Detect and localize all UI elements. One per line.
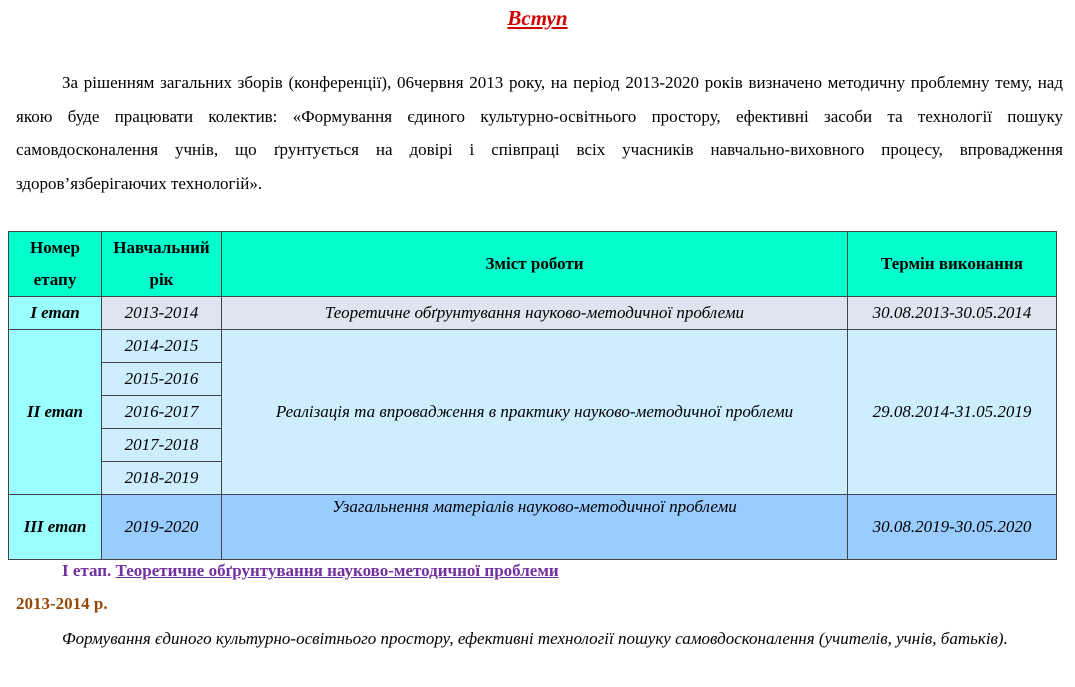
stage1-content: Теоретичне обґрунтування науково-методичної проблеми <box>222 297 848 330</box>
stage1-year: 2013-2014 <box>102 297 222 330</box>
stage1-heading-label: I етап. <box>62 561 112 580</box>
stage1-description: Формування єдиного культурно-освітнього простору, ефективні технології пошуку самовдосконалення (учителів, учнів, батьків). <box>62 629 1008 648</box>
stage1-heading <box>62 561 559 581</box>
table-row <box>9 495 1057 560</box>
stage3-term: 30.08.2019-30.05.2020 <box>848 495 1057 560</box>
stage1-name: I етап <box>9 297 102 330</box>
intro-paragraph: За рішенням загальних зборів (конференції), 06червня 2013 року, на період 2013-2020 років визначено методичну проблемну тему, над якою буде працювати колектив: «Формування єдиного культурно-освітнього простору, ефективні засоби та технології пошуку самовдосконалення учнів, що ґрунтується на довірі і співпраці всіх учасників навчально-виховного процесу, впровадження здоров’язберігаючих технологій». <box>16 73 1063 193</box>
stage1-heading-link[interactable]: Теоретичне обґрунтування науково-методичної проблеми <box>115 561 559 580</box>
stage3-content: Узагальнення матеріалів науково-методичної проблеми <box>222 495 848 560</box>
stage2-year-1: 2014-2015 <box>102 330 222 363</box>
table-row <box>9 297 1057 330</box>
header-work-content: Зміст роботи <box>222 232 848 297</box>
stage2-year-5: 2018-2019 <box>102 462 222 495</box>
header-deadline: Термін виконання <box>848 232 1057 297</box>
stage2-content: Реалізація та впровадження в практику науково-методичної проблеми <box>222 330 848 495</box>
header-stage-number: Номер етапу <box>9 232 102 297</box>
table-row <box>9 330 1057 363</box>
page-title: Вступ <box>507 6 568 30</box>
stage1-years: 2013-2014 р. <box>16 594 108 613</box>
stage2-name: II етап <box>9 330 102 495</box>
stage2-year-3: 2016-2017 <box>102 396 222 429</box>
stage3-year: 2019-2020 <box>102 495 222 560</box>
stage2-year-4: 2017-2018 <box>102 429 222 462</box>
stage2-year-2: 2015-2016 <box>102 363 222 396</box>
stage1-term: 30.08.2013-30.05.2014 <box>848 297 1057 330</box>
header-academic-year: Навчальний рік <box>102 232 222 297</box>
stage3-name: III етап <box>9 495 102 560</box>
stages-table <box>8 231 1057 560</box>
table-header-row <box>9 232 1057 297</box>
stage2-term: 29.08.2014-31.05.2019 <box>848 330 1057 495</box>
